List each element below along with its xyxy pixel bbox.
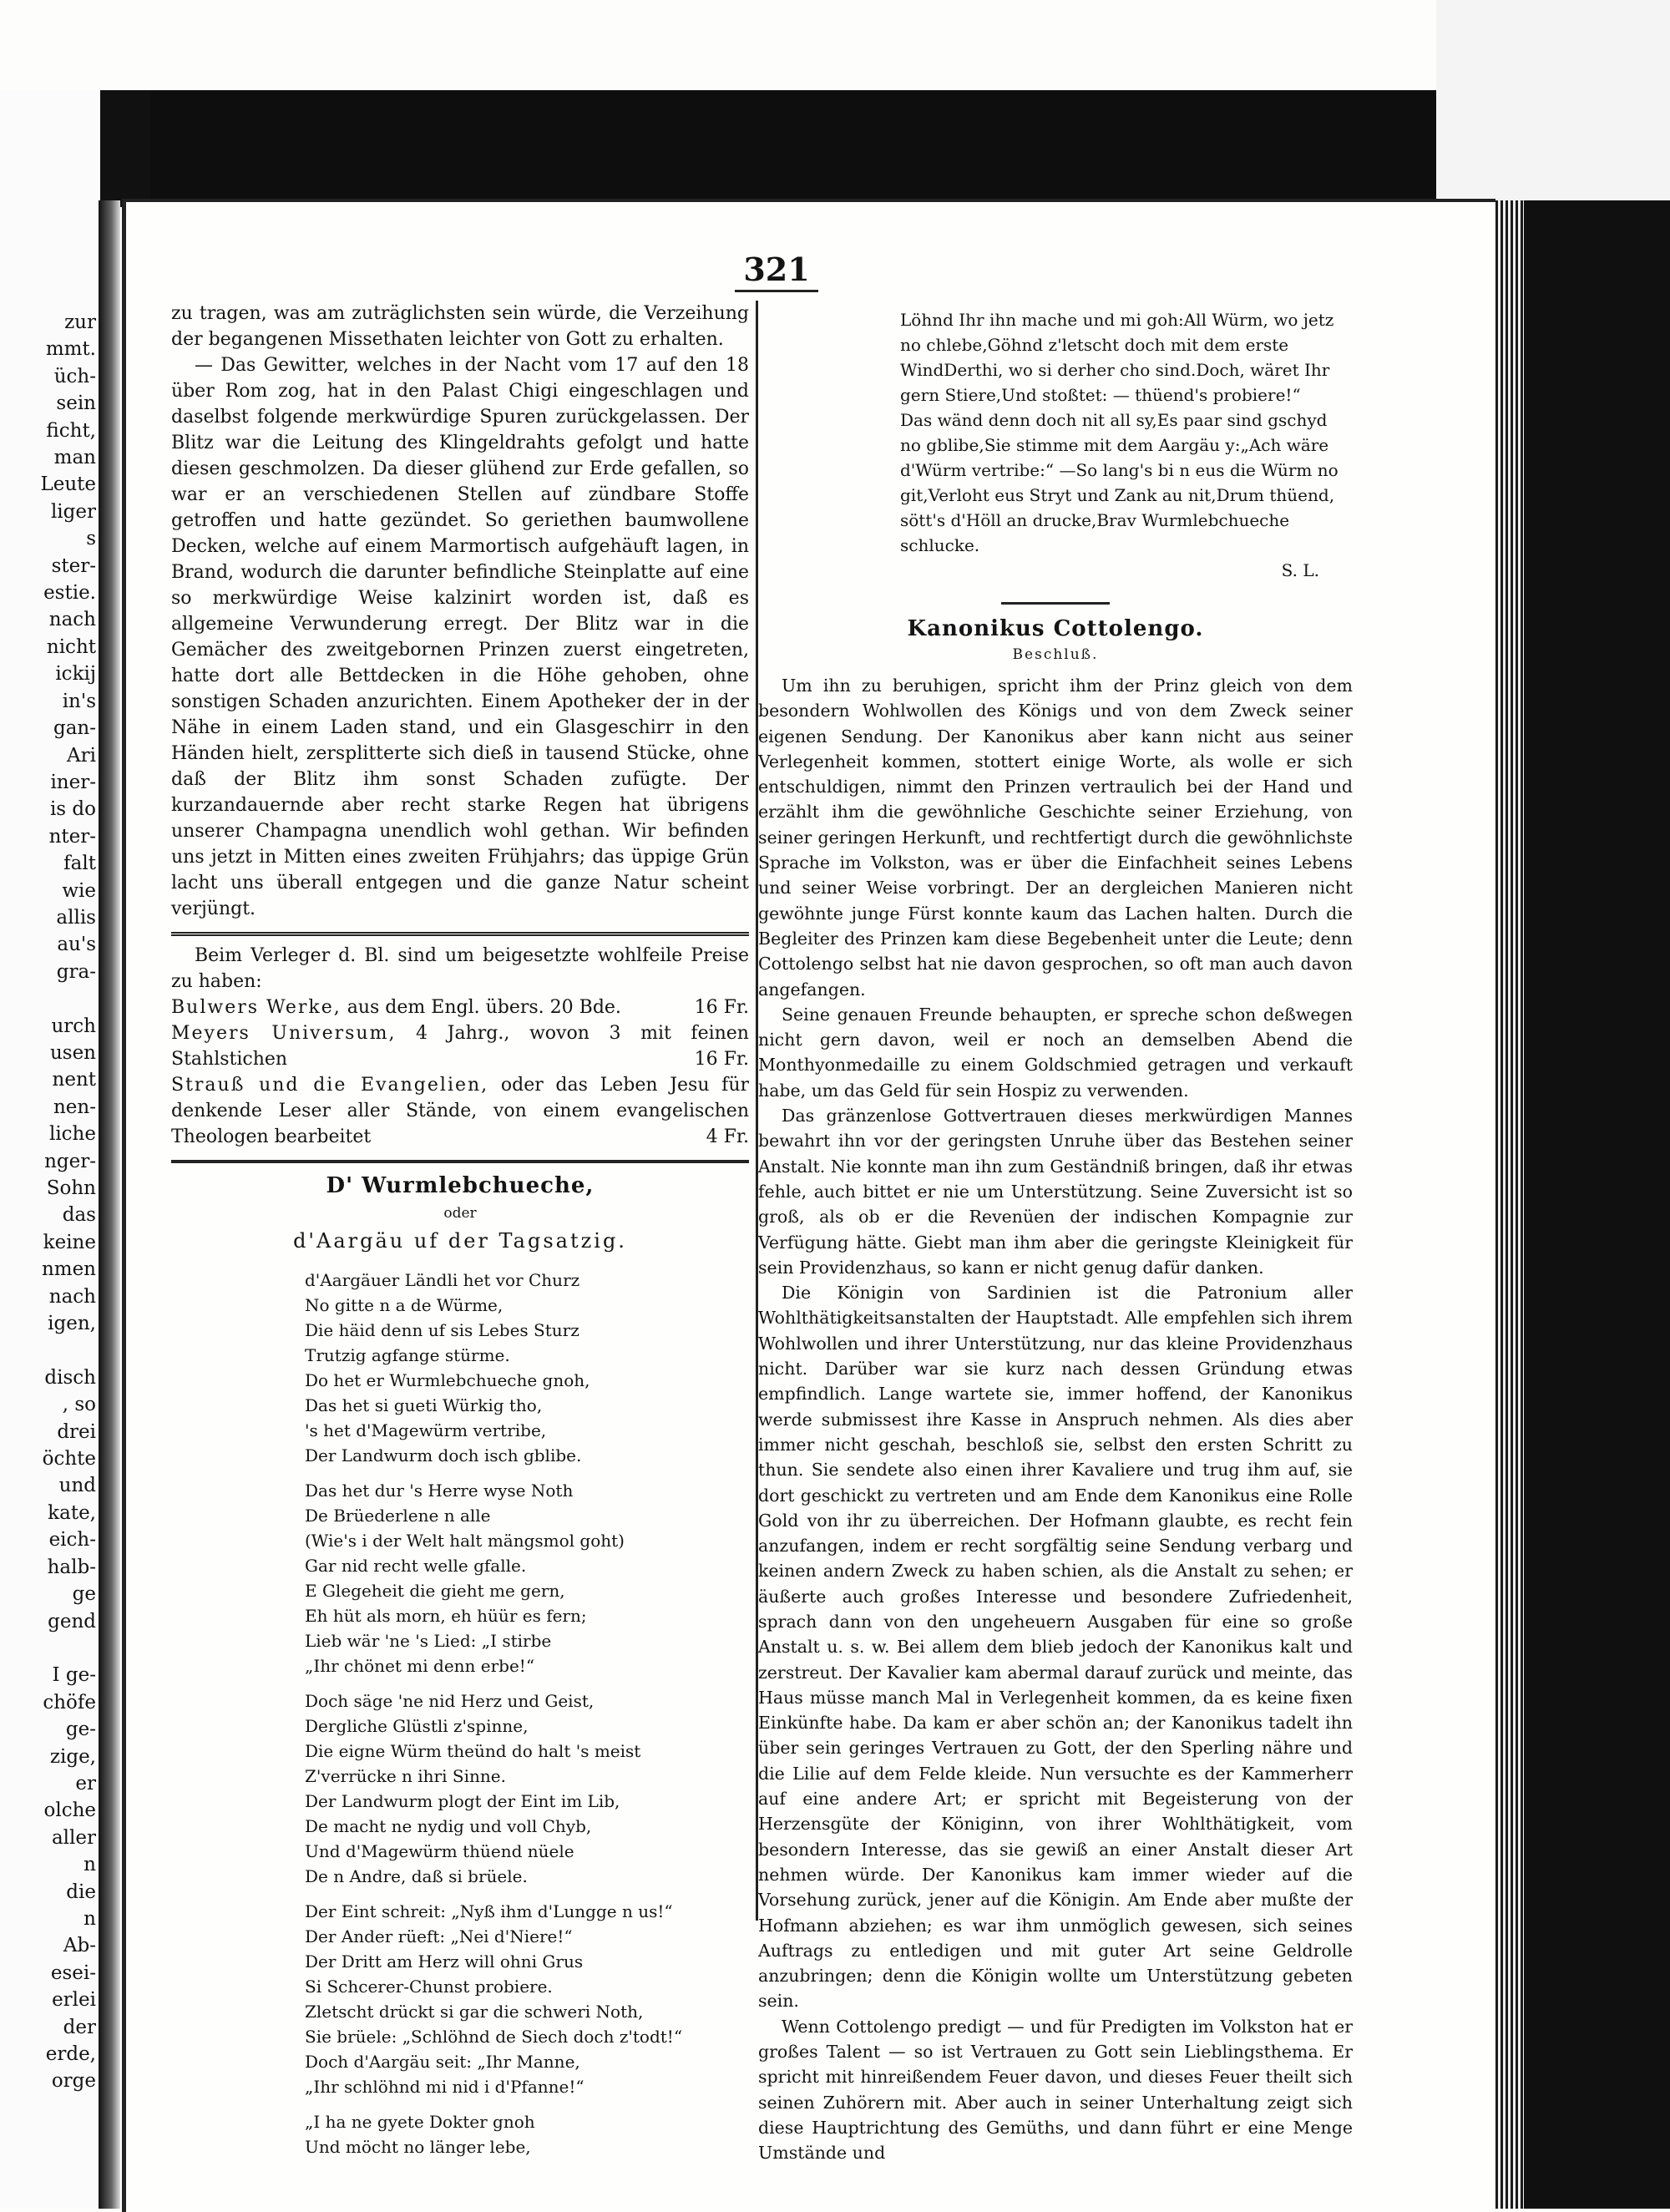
poem-line: Verloht eus Stryt und Zank au nit,	[928, 485, 1217, 505]
poem-line: Das het dur 's Herre wyse Noth	[305, 1481, 574, 1501]
poem-line: Derthi, wo si derher cho sind.	[944, 360, 1197, 380]
article-subtitle: Beschluß.	[1012, 646, 1099, 663]
poem-line: Die häid denn uf sis Lebes Sturz	[305, 1320, 579, 1340]
article-paragraph: Um ihn zu beruhigen, spricht ihm der Prinz gleich von dem besondern Wohlwollen des Königs und von dem Zweck seiner eigenen Sendung. Der Kanonikus aber kann nicht aus seiner Verlegenheit kommen, stottert einige Worte, als wolle er sich entschuldigen, nimmt den Prinzen vertraulich bei der Hand und erzählt ihm die gewöhnliche Geschichte seiner Erziehung, von seiner geringen Herkunft, und rechtfertigt durch die gewöhnlichste Sprache im Volkston, was er über die Einfachheit seines Lebens und seiner Weise vorbringt. Der an dergleichen Manieren nicht gewöhnte junge Fürst konnte kaum das Lachen halten. Durch die Begleiter des Prinzen kam diese Begebenheit unter die Leute; denn Cottolengo selbst hat nie davon gesprochen, so oft man auch davon angefangen.	[758, 676, 1353, 1000]
facing-page-fragment: ge	[72, 1583, 96, 1606]
poem-title: D' Wurmlebchueche,	[326, 1173, 595, 1198]
facing-page-fragment: der	[63, 2016, 96, 2038]
poem-line: Es paar sind gschyd no gblibe,	[900, 410, 1328, 455]
facing-page-fragment: die	[66, 1880, 96, 1903]
facing-page-fragment: allis	[56, 906, 96, 929]
poem-line: De Brüederlene n alle	[305, 1506, 491, 1526]
poem-line: Lieb wär 'ne 's Lied: „I stirbe	[305, 1631, 552, 1651]
facing-page-fragment: liche	[48, 1123, 96, 1146]
facing-page-fragment: gan-	[53, 717, 96, 740]
facing-page-fragment: usen	[49, 1041, 96, 1064]
facing-page-fragment: au's	[57, 934, 96, 956]
poem-line: Gar nid recht welle gfalle.	[305, 1556, 527, 1576]
poem-stanza	[305, 1478, 749, 1678]
facing-page-fragment: mmt.	[45, 338, 96, 361]
signature: S. L.	[1281, 560, 1319, 580]
separator	[171, 1160, 749, 1163]
poem-line: Göhnd z'letscht doch mit dem erste Wind	[900, 335, 1289, 380]
facing-page-fragment: zige,	[49, 1745, 96, 1768]
storm-paragraph: — Das Gewitter, welches in der Nacht vom 17 auf den 18 über Rom zog, hat in den Palast Chigi eingeschlagen und daselbst folgende merkwürdige Spuren zurückgelassen. Der Blitz war die Leitung des Klingeldrahts gefolgt und hatte diesen geschmolzen. Da dieser glühend zur Erde gefallen, so war er an verschiedenen Stellen auf zündbare Stoffe getroffen und hatte gezündet. So geriethen baumwollene Decken, welche auf einem Marmortisch aufgehäuft lagen, in Brand, wodurch die darunter befindliche Steinplatte auf eine so merkwürdige Weise kalzinirt worden ist, daß es allgemeine Verwunderung erregt. Der Blitz war in die Gemächer des zweitgebornen Prinzen zuerst eingetreten, hatte dort alle Bettdecken in die Höhe gehoben, ohne sonstigen Schaden anzurichten. Einem Apotheker der in der Nähe in einem Laden stand, und ein Glasgeschirr in den Händen hielt, zersplitterte sich dieß in tausend Stücke, ohne daß der Blitz ihm sonst Schaden zufügte. Der kurzandauernde aber recht starke Regen hat übrigens unserer Champagna unendlich wohl gethan. Wir befinden uns jetzt in Mitten eines zweiten Frühjahrs; das üppige Grün lacht uns überall entgegen und die ganze Natur scheint verjüngt.	[171, 355, 749, 919]
facing-page-fragment: nach	[48, 1285, 96, 1308]
facing-page-fragment: ficht,	[46, 419, 96, 442]
poem-line: Do het er Wurmlebchueche gnoh,	[305, 1370, 590, 1390]
facing-page-fragment: eich-	[48, 1529, 96, 1551]
facing-page-fragment: nicht	[46, 635, 96, 658]
poem-line: „Ach wäre d'Würm vertribe:“ —	[900, 435, 1329, 480]
ad-item-title: Bulwers Werke,	[171, 997, 342, 1018]
book-gutter	[99, 200, 120, 2209]
poem-line: De n Andre, daß si brüele.	[305, 1866, 528, 1886]
facing-page-fragment: Leute	[40, 473, 96, 496]
facing-page-fragment: is do	[49, 798, 96, 821]
facing-page-fragment: aller	[51, 1826, 96, 1849]
facing-page-fragment: s	[86, 528, 96, 550]
separator	[1001, 602, 1110, 605]
poem-line: Sie stimme mit dem Aargäu y:	[984, 435, 1241, 455]
page-edges	[1490, 200, 1524, 2209]
poem-line: Doch säge 'ne nid Herz und Geist,	[305, 1691, 595, 1711]
poem-line: Der Ander rüeft: „Nei d'Niere!“	[305, 1926, 573, 1946]
article-paragraph: Die Königin von Sardinien ist die Patronium aller Wohlthätigkeitsanstalten der Hauptstadt. Alle empfehlen sich ihrem Wohlwollen und ihrer Unterstützung, nur das kleine Providenzhaus nicht. Darüber war sie kurz nach dessen Gründung etwas empfindlich. Lange wartete sie, immer hoffend, der Kanonikus werde submissest ihre Kasse in Anspruch nehmen. Als dies aber immer nicht geschah, beschloß sie, selbst den ersten Schritt zu thun. Sie sendete also einen ihrer Kavaliere und trug ihm auf, sie dort geschickt zu vertreten und am Ende dem Kanonikus eine Rolle Gold von ihr zu überreichen. Der Hofmann glaubte, es recht fein anzufangen, indem er recht sorgfältig seine Sendung verbarg und keinen andern Zweck zu haben schien, als die Anstalt zu sehen; er äußerte auch großes Interesse und besondere Zufriedenheit, sprach dann von den ungeheuern Ausgaben für eine so große Anstalt u. s. w. Bei allem dem blieb jedoch der Kanonikus kalt und zerstreut. Der Kavalier kam abermal darauf zurück und meinte, das Haus müsse manch Mal in Verlegenheit kommen, da es keine fixen Einkünfte habe. Da kam er aber schön an; der Kanonikus tadelt ihn über sein geringes Vertrauen zu Gott, der den Sperling nähre und die Lilie auf dem Felde kleide. Nun versuchte es der Kammerherr auf eine andere Art; er spricht mit Begeisterung von der Herzensgüte der Königinn, von ihrer Wohlthätigkeit, vom besondern Interesse, das sie gewiß an einer Anstalt dieser Art nehmen würde. Der Kanonikus kam immer wieder auf die Vorsehung zurück, jener auf die Königin. Am Ende aber mußte der Hofmann abziehen; es war ihm unmöglich gewesen, sich seines Auftrags zu entledigen und mit guter Art seine Geldrolle anzubringen; denn die Königin wollte um Unterstützung gebeten sein.	[758, 1283, 1353, 2012]
facing-page-fragment: er	[75, 1772, 96, 1794]
facing-page-fragment: gend	[48, 1610, 96, 1632]
poem-right	[758, 307, 1353, 558]
poem-line: Z'verrücke n ihri Sinne.	[305, 1766, 506, 1786]
article-paragraph: Wenn Cottolengo predigt — und für Predigten im Volkston hat er großes Talent — so ist Vertrauen zu Gott sein Lieblingsthema. Er spricht mit hinreißendem Feuer davon, und dieses Feuer theilt sich seinen Zuhörern mit. Aber auch in seiner Unterhaltung zeigt sich diese Hauptrichtung des Gemüths, und dann führt er eine Menge Umstände und	[758, 2016, 1353, 2164]
ad-item-text: 4 Jahrg., wovon 3 mit feinen Stahlstichen	[171, 1023, 749, 1070]
poem-line: Und stoßtet: — thüend's probiere!“	[1001, 385, 1301, 405]
poem-line: Eh hüt als morn, eh hüür es fern;	[305, 1606, 587, 1626]
ad-item-price: 4 Fr.	[706, 1126, 749, 1147]
facing-page-fragment: ickij	[55, 663, 96, 686]
poem-line: „Ihr schlöhnd mi nid i d'Pfanne!“	[305, 2077, 584, 2097]
facing-page-fragment: Ari	[67, 744, 96, 767]
facing-page-fragment: disch	[44, 1366, 96, 1389]
poem-line: Das het si gueti Würkig tho,	[305, 1395, 543, 1415]
ad-item-title: Strauß und die Evangelien,	[171, 1075, 489, 1096]
facing-page-fragment: urch	[51, 1015, 96, 1037]
right-column	[758, 307, 1353, 2166]
intro-paragraph: zu tragen, was am zuträglichsten sein würde, die Verzeihung der begangenen Missethaten leichter von Gott zu erhalten.	[171, 303, 749, 350]
facing-page-fragment: sein	[56, 392, 96, 415]
poem-line: Zletscht drückt si gar die schweri Noth,	[305, 2002, 644, 2022]
facing-page-fragment: halb-	[47, 1556, 96, 1578]
facing-page-fragment: iner-	[50, 771, 96, 793]
facing-page-fragment: estie.	[43, 582, 96, 605]
scan-corner-light	[1436, 0, 1670, 200]
facing-page-fragment: Ab-	[63, 1935, 96, 1957]
ad-item-price: 16 Fr.	[694, 997, 749, 1018]
facing-page-fragment: üch-	[53, 365, 96, 387]
poem-line: Si Schcerer-Chunst probiere.	[305, 1977, 553, 1997]
poem-line: Der Dritt am Herz will ohni Grus	[305, 1951, 584, 1972]
signature-line	[758, 558, 1353, 584]
facing-page-fragment	[0, 985, 96, 1012]
facing-page-fragment: liger	[50, 500, 96, 523]
facing-page-fragment: drei	[57, 1420, 96, 1443]
facing-page-fragment: n	[84, 1854, 96, 1876]
facing-page-fragment: nent	[52, 1069, 96, 1091]
poem-line: 's het d'Magewürm vertribe,	[305, 1420, 547, 1440]
facing-page-fragment: öchte	[42, 1448, 96, 1470]
facing-page-fragment: nter-	[48, 825, 96, 848]
facing-page-fragment	[0, 1337, 96, 1364]
facing-page-fragment: I ge-	[52, 1664, 96, 1687]
scan-border-right	[1520, 90, 1670, 2209]
facing-page-fragment: nger-	[44, 1150, 96, 1172]
page-number: 321	[735, 251, 818, 292]
facing-page-fragment: n	[84, 1907, 96, 1930]
facing-page-fragment: kate,	[48, 1501, 96, 1524]
ad-item-text: aus dem Engl. übers. 20 Bde.	[347, 997, 621, 1018]
left-column	[171, 301, 749, 2169]
poem-line: Trutzig agfange stürme.	[305, 1345, 510, 1365]
poem-line: Doch d'Aargäu seit: „Ihr Manne,	[305, 2052, 580, 2072]
poem-line: Die eigne Würm theünd do halt 's meist	[305, 1741, 641, 1761]
poem-line: No gitte n a de Würme,	[305, 1295, 504, 1315]
facing-page-fragment: nach	[48, 609, 96, 631]
poem-line: Der Landwurm plogt der Eint im Lib,	[305, 1791, 620, 1811]
ad-item-2	[171, 1020, 749, 1072]
poem-stanza	[900, 307, 1353, 407]
separator	[171, 932, 749, 936]
poem-line: „I ha ne gyete Dokter gnoh	[305, 2112, 535, 2132]
poem-line: All Würm, wo jetz no chlebe,	[900, 310, 1334, 355]
facing-page-fragment: orge	[51, 2070, 96, 2093]
facing-page-fragment: esei-	[50, 1961, 96, 1984]
facing-page-fragment: wie	[62, 879, 96, 902]
poem-line: Sie brüele: „Schlöhnd de Siech doch z'todt!“	[305, 2027, 683, 2047]
ad-item-price: 16 Fr.	[694, 1049, 749, 1070]
facing-page-fragment: keine	[43, 1231, 96, 1253]
poem-stanza	[900, 407, 1353, 558]
poem-line: Drum thüend, sött's d'Höll an drucke,	[900, 485, 1335, 530]
facing-page-fragment: das	[62, 1204, 96, 1227]
poem-line: „Ihr chönet mi denn erbe!“	[305, 1656, 535, 1676]
gutter-dark	[100, 90, 150, 207]
article-body	[758, 673, 1353, 2166]
facing-page-text-fragments	[0, 309, 96, 2095]
ad-item-title: Meyers Universum,	[171, 1023, 397, 1044]
facing-page-fragment: zur	[64, 311, 96, 333]
poem-line: Das wänd denn doch nit all sy,	[900, 410, 1157, 430]
poem-line: E Glegeheit die gieht me gern,	[305, 1581, 565, 1601]
ad-item-1	[171, 995, 749, 1020]
facing-page-fragment: erde,	[45, 2043, 96, 2065]
facing-page-fragment: , so	[62, 1394, 96, 1416]
article-title: Kanonikus Cottolengo.	[907, 616, 1204, 641]
poem-line: Löhnd Ihr ihn mache und mi goh:	[900, 310, 1184, 330]
facing-page-fragment	[0, 1635, 96, 1662]
poem-line: Dergliche Glüstli z'spinne,	[305, 1716, 529, 1736]
facing-page-fragment: ge-	[65, 1718, 96, 1741]
poem-stanza	[305, 2109, 749, 2159]
poem-line: Und d'Magewürm thüend nüele	[305, 1841, 574, 1861]
poem-line: Doch, wäret Ihr gern Stiere,	[900, 360, 1330, 405]
facing-page-fragment: nen-	[53, 1096, 96, 1118]
poem-line: Brav Wurmlebchueche schlucke.	[900, 510, 1290, 555]
facing-page-fragment: gra-	[56, 960, 96, 983]
article-paragraph: Seine genauen Freunde behaupten, er spreche schon deßwegen nicht gern davon, weil er noch an demselben Abend die Monthyonmedaille zu einem Goldschmied getragen und verkauft habe, um das Geld für sein Hospiz zu verwenden.	[758, 1004, 1353, 1101]
facing-page-fragment: Sohn	[46, 1177, 96, 1199]
poem-stanza	[305, 1268, 749, 1468]
ad-item-3	[171, 1072, 749, 1150]
poem-left	[171, 1268, 749, 2159]
facing-page-fragment: chöfe	[43, 1691, 96, 1713]
facing-page-fragment: und	[58, 1475, 96, 1497]
poem-line: Der Eint schreit: „Nyß ihm d'Lungge n us!“	[305, 1901, 673, 1921]
facing-page-fragment: olche	[43, 1799, 96, 1822]
poem-line: So lang's bi n eus die Würm no git,	[900, 460, 1339, 505]
poem-line: d'Aargäuer Ländli het vor Churz	[305, 1270, 580, 1290]
facing-page-fragment: man	[53, 447, 96, 469]
facing-page-fragment: falt	[63, 853, 96, 875]
poem-subtitle: d'Aargäu uf der Tagsatzig.	[293, 1229, 627, 1253]
poem-stanza	[305, 1899, 749, 2099]
facing-page-fragment: igen,	[48, 1313, 96, 1335]
facing-page-fragment: nmen	[41, 1258, 96, 1281]
facing-page-fragment: erlei	[52, 1989, 96, 2012]
facing-page-fragment: in's	[62, 690, 96, 712]
poem-line: Der Landwurm doch isch gblibe.	[305, 1445, 582, 1465]
article-paragraph: Das gränzenlose Gottvertrauen dieses merkwürdigen Mannes bewahrt ihn vor der geringsten Unruhe über das Bestehen seiner Anstalt. Nie konnte man ihn zum Geständniß bringen, daß ihr etwas fehle, auch bittet er nie um Unterstützung. Seine Zuversicht ist so groß, als ob er die Revenüen der indischen Kompagnie zur Verfügung hätte. Giebt man ihm aber die geringste Kleinigkeit für sein Providenzhaus, so kann er nicht genug dafür danken.	[758, 1106, 1353, 1278]
poem-oder: oder	[443, 1205, 477, 1222]
advertisement	[171, 943, 749, 1150]
poem-line: Und möcht no länger lebe,	[305, 2137, 531, 2157]
poem-line: (Wie's i der Welt halt mängsmol goht)	[305, 1531, 625, 1551]
ad-intro: Beim Verleger d. Bl. sind um beigesetzte wohlfeile Preise zu haben:	[171, 945, 749, 992]
ad-item-text: oder das Leben Jesu für denkende Leser aller Stände, von einem evangelischen Theologen bearbeitet	[171, 1075, 750, 1147]
poem-stanza	[305, 1688, 749, 1889]
facing-page-fragment: ster-	[51, 554, 96, 577]
poem-line: De macht ne nydig und voll Chyb,	[305, 1816, 592, 1836]
